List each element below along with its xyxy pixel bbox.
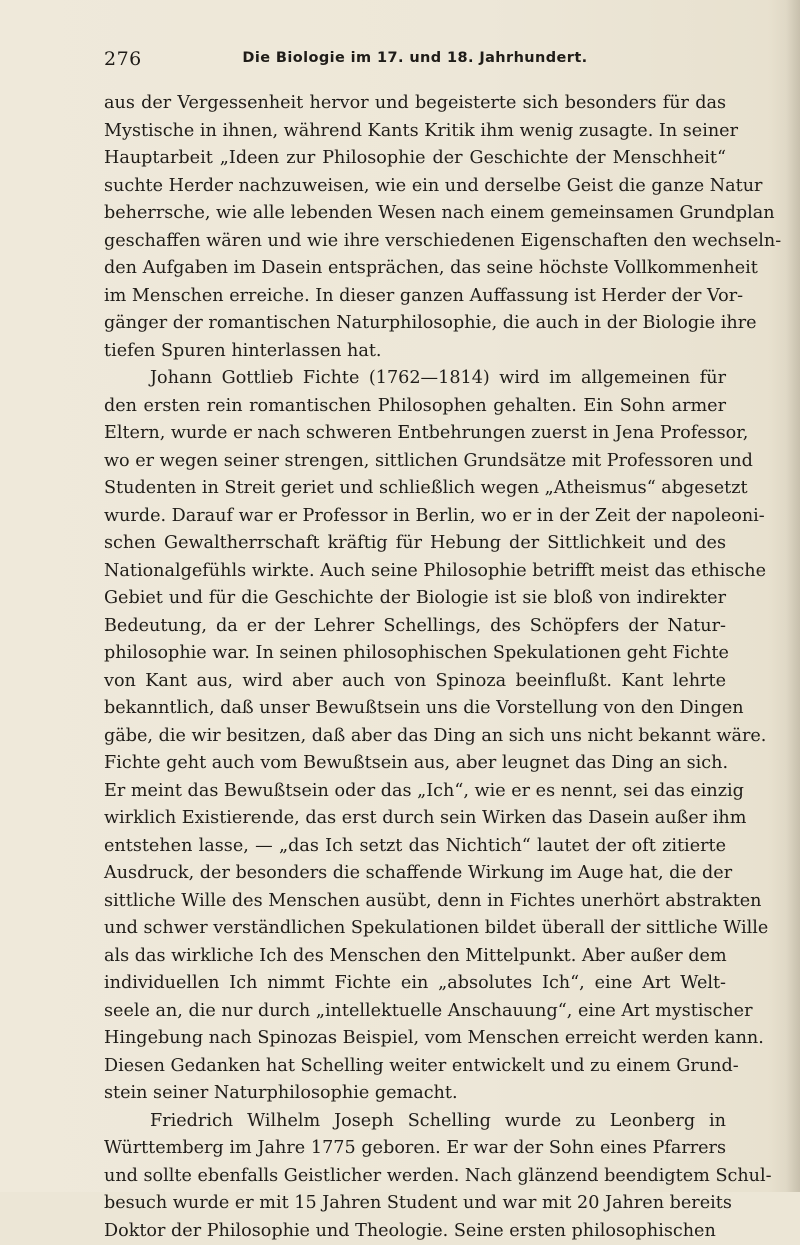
text-line: tiefen Spuren hinterlassen hat. — [104, 338, 726, 366]
text-line: Fichte geht auch vom Bewußtsein aus, aber leugnet das Ding an sich. — [104, 750, 726, 778]
text-line: besuch wurde er mit 15 Jahren Student und war mit 20 Jahren bereits — [104, 1190, 726, 1218]
text-line: Württemberg im Jahre 1775 geboren. Er war der Sohn eines Pfarrers — [104, 1135, 726, 1163]
text-line: im Menschen erreiche. In dieser ganzen Auffassung ist Herder der Vor- — [104, 283, 726, 311]
text-line: Johann Gottlieb Fichte (1762—1814) wird im allgemeinen für — [104, 365, 726, 393]
text-line: entstehen lasse, — „das Ich setzt das Nichtich“ lautet der oft zitierte — [104, 833, 726, 861]
text-line: bekanntlich, daß unser Bewußtsein uns die Vorstellung von den Dingen — [104, 695, 726, 723]
running-title: Die Biologie im 17. und 18. Jahrhundert. — [104, 50, 726, 66]
text-line: Ausdruck, der besonders die schaffende Wirkung im Auge hat, die der — [104, 860, 726, 888]
text-line: suchte Herder nachzuweisen, wie ein und derselbe Geist die ganze Natur — [104, 173, 726, 201]
text-line: Bedeutung, da er der Lehrer Schellings, des Schöpfers der Natur- — [104, 613, 726, 641]
text-line: den ersten rein romantischen Philosophen gehalten. Ein Sohn armer — [104, 393, 726, 421]
text-line: gäbe, die wir besitzen, daß aber das Ding an sich uns nicht bekannt wäre. — [104, 723, 726, 751]
text-line: Nationalgefühls wirkte. Auch seine Philosophie betrifft meist das ethische — [104, 558, 726, 586]
text-line: wirklich Existierende, das erst durch sein Wirken das Dasein außer ihm — [104, 805, 726, 833]
text-line: schen Gewaltherrschaft kräftig für Hebung der Sittlichkeit und des — [104, 530, 726, 558]
page-header — [104, 48, 726, 78]
text-line: seele an, die nur durch „intellektuelle Anschauung“, eine Art mystischer — [104, 998, 726, 1026]
text-line: philosophie war. In seinen philosophischen Spekulationen geht Fichte — [104, 640, 726, 668]
text-line: geschaffen wären und wie ihre verschiedenen Eigenschaften den wechseln- — [104, 228, 726, 256]
text-line: Er meint das Bewußtsein oder das „Ich“, wie er es nennt, sei das einzig — [104, 778, 726, 806]
text-line: Hauptarbeit „Ideen zur Philosophie der Geschichte der Menschheit“ — [104, 145, 726, 173]
text-line: stein seiner Naturphilosophie gemacht. — [104, 1080, 726, 1108]
text-line: aus der Vergessenheit hervor und begeisterte sich besonders für das — [104, 90, 726, 118]
text-line: Friedrich Wilhelm Joseph Schelling wurde zu Leonberg in — [104, 1108, 726, 1136]
text-line: und schwer verständlichen Spekulationen bildet überall der sittliche Wille — [104, 915, 726, 943]
body-text — [104, 90, 726, 1245]
text-line: wo er wegen seiner strengen, sittlichen Grundsätze mit Professoren und — [104, 448, 726, 476]
text-line: Eltern, wurde er nach schweren Entbehrungen zuerst in Jena Professor, — [104, 420, 726, 448]
text-line: Gebiet und für die Geschichte der Biologie ist sie bloß von indirekter — [104, 585, 726, 613]
text-line: von Kant aus, wird aber auch von Spinoza beeinflußt. Kant lehrte — [104, 668, 726, 696]
text-line: Mystische in ihnen, während Kants Kritik ihm wenig zusagte. In seiner — [104, 118, 726, 146]
text-line: wurde. Darauf war er Professor in Berlin, wo er in der Zeit der napoleoni- — [104, 503, 726, 531]
text-line: Diesen Gedanken hat Schelling weiter entwickelt und zu einem Grund- — [104, 1053, 726, 1081]
text-line: sittliche Wille des Menschen ausübt, denn in Fichtes unerhört abstrakten — [104, 888, 726, 916]
text-line: gänger der romantischen Naturphilosophie, die auch in der Biologie ihre — [104, 310, 726, 338]
text-line: als das wirkliche Ich des Menschen den Mittelpunkt. Aber außer dem — [104, 943, 726, 971]
text-line: den Aufgaben im Dasein entsprächen, das seine höchste Vollkommenheit — [104, 255, 726, 283]
text-line: Doktor der Philosophie und Theologie. Seine ersten philosophischen — [104, 1218, 726, 1245]
text-line: individuellen Ich nimmt Fichte ein „absolutes Ich“, eine Art Welt- — [104, 970, 726, 998]
text-line: beherrsche, wie alle lebenden Wesen nach einem gemeinsamen Grundplan — [104, 200, 726, 228]
text-line: Hingebung nach Spinozas Beispiel, vom Menschen erreicht werden kann. — [104, 1025, 726, 1053]
text-line: Studenten in Streit geriet und schließlich wegen „Atheismus“ abgesetzt — [104, 475, 726, 503]
page-edge-shadow — [786, 0, 800, 1192]
text-line: und sollte ebenfalls Geistlicher werden. Nach glänzend beendigtem Schul- — [104, 1163, 726, 1191]
page-number: 276 — [104, 48, 142, 70]
